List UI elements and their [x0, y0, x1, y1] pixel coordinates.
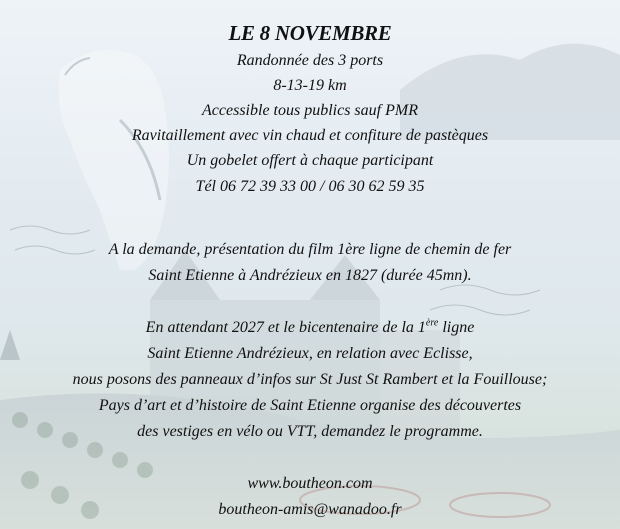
bicentenaire-line-1: [0, 316, 620, 340]
email-link[interactable]: boutheon-amis@wanadoo.fr: [218, 501, 402, 518]
event-name: Randonnée des 3 ports: [236, 52, 384, 69]
website-link[interactable]: www.boutheon.com: [247, 475, 373, 492]
superscript-ere: ère: [425, 317, 439, 329]
bicentenaire-line-2: Saint Etienne Andrézieux, en relation avec Eclisse,: [147, 345, 473, 362]
bicentenaire-line-4: Pays d’art et d’histoire de Saint Etienne organise des découvertes: [98, 397, 522, 414]
event-distances: 8-13-19 km: [273, 77, 347, 94]
event-date-title: LE 8 NOVEMBRE: [228, 21, 392, 45]
bicentenaire-line-1-text: En attendant 2027 et le bicentenaire de la 1: [145, 319, 426, 336]
event-phone: Tél 06 72 39 33 00 / 06 30 62 59 35: [195, 178, 425, 195]
film-line-2: Saint Etienne à Andrézieux en 1827 (durée 45mn).: [148, 267, 472, 284]
bicentenaire-line-1-end: ligne: [438, 319, 475, 336]
event-supplies: Ravitaillement avec vin chaud et confiture de pastèques: [131, 127, 489, 144]
event-gift: Un gobelet offert à chaque participant: [186, 152, 434, 169]
bicentenaire-line-3: nous posons des panneaux d’infos sur St Just St Rambert et la Fouillouse;: [72, 371, 548, 388]
event-access: Accessible tous publics sauf PMR: [202, 102, 418, 119]
film-line-1: A la demande, présentation du film 1ère ligne de chemin de fer: [108, 241, 512, 258]
bicentenaire-line-5: des vestiges en vélo ou VTT, demandez le programme.: [137, 423, 483, 440]
